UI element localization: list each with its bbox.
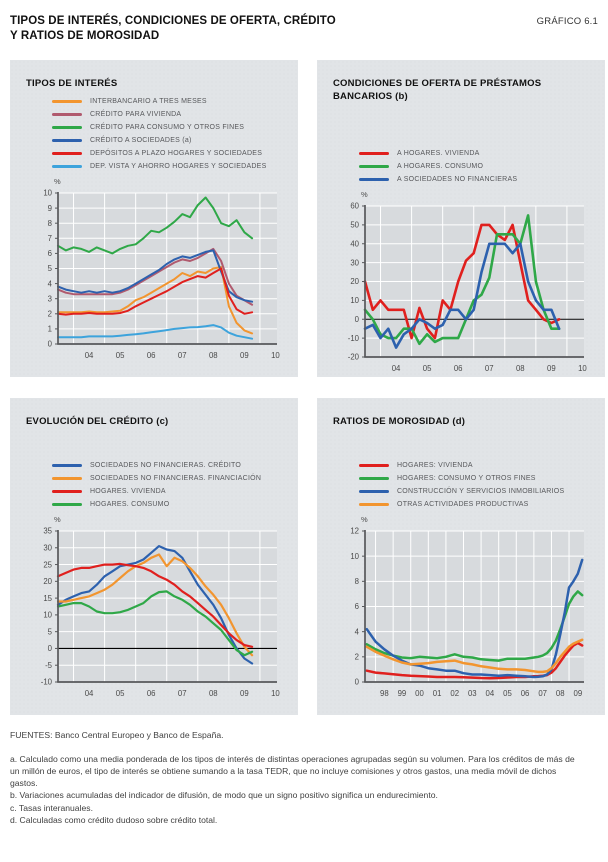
legend-item	[359, 498, 593, 511]
svg-text:1: 1	[47, 324, 52, 334]
footnotes	[10, 753, 598, 826]
svg-text:08: 08	[515, 363, 525, 373]
svg-text:09: 09	[240, 688, 249, 698]
legend-item	[359, 485, 593, 498]
legend-item	[52, 498, 286, 511]
svg-text:-10: -10	[40, 677, 52, 687]
legend-label: HOGARES. CONSUMO	[90, 500, 170, 508]
svg-text:-20: -20	[347, 352, 359, 362]
svg-text:8: 8	[354, 576, 359, 586]
legend-label: A HOGARES. VIVIENDA	[397, 149, 480, 157]
svg-text:-10: -10	[347, 333, 359, 343]
sources-text: FUENTES: Banco Central Europeo y Banco de España.	[10, 729, 224, 740]
svg-text:09: 09	[240, 350, 249, 360]
svg-text:05: 05	[115, 350, 125, 360]
legend-swatch	[359, 152, 389, 155]
svg-text:2: 2	[354, 652, 359, 662]
legend-label: SOCIEDADES NO FINANCIERAS. CRÉDITO	[90, 461, 242, 469]
legend	[359, 431, 593, 511]
y-axis-unit: %	[54, 176, 61, 186]
legend	[359, 106, 593, 186]
svg-text:10: 10	[43, 188, 52, 198]
svg-text:08: 08	[208, 350, 218, 360]
svg-text:40: 40	[350, 238, 359, 248]
figure-title-line1: TIPOS DE INTERÉS, CONDICIONES DE OFERTA, CRÉDITO	[10, 15, 336, 27]
legend-swatch	[52, 503, 82, 506]
svg-text:2: 2	[47, 309, 52, 319]
legend-item	[52, 147, 286, 160]
svg-text:30: 30	[43, 543, 52, 553]
legend-label: OTRAS ACTIVIDADES PRODUCTIVAS	[397, 500, 529, 508]
svg-text:5: 5	[47, 627, 52, 637]
svg-text:-5: -5	[45, 660, 52, 670]
svg-text:25: 25	[43, 559, 52, 569]
figure-title	[10, 14, 336, 44]
legend-label: INTERBANCARIO A TRES MESES	[90, 97, 207, 105]
svg-text:07: 07	[538, 688, 548, 698]
svg-text:04: 04	[84, 688, 94, 698]
svg-text:6: 6	[354, 601, 359, 611]
legend-swatch	[52, 165, 82, 168]
legend	[52, 431, 286, 511]
legend-swatch	[359, 490, 389, 493]
panel-tipos-de-interes	[10, 60, 298, 377]
svg-text:0: 0	[354, 314, 359, 324]
svg-text:3: 3	[47, 294, 52, 304]
y-axis-unit: %	[361, 514, 368, 524]
y-axis-unit: %	[361, 189, 368, 199]
legend-item	[52, 134, 286, 147]
legend-item	[52, 472, 286, 485]
svg-text:10: 10	[271, 350, 280, 360]
svg-text:01: 01	[432, 688, 442, 698]
svg-text:98: 98	[380, 688, 389, 698]
legend-item	[52, 459, 286, 472]
legend-swatch	[52, 139, 82, 142]
legend-swatch	[359, 503, 389, 506]
legend-item	[52, 108, 286, 121]
legend-label: CRÉDITO PARA CONSUMO Y OTROS FINES	[90, 123, 245, 131]
legend-label: HOGARES: CONSUMO Y OTROS FINES	[397, 474, 536, 482]
legend-label: CRÉDITO PARA VIVIENDA	[90, 110, 182, 118]
svg-text:07: 07	[484, 363, 494, 373]
legend-item	[359, 160, 593, 173]
legend-label: CONSTRUCCIÓN Y SERVICIOS INMOBILIARIOS	[397, 487, 565, 495]
chart-panels-grid	[10, 60, 598, 715]
svg-text:12: 12	[350, 526, 359, 536]
legend-swatch	[359, 165, 389, 168]
legend-label: HOGARES. VIVIENDA	[90, 487, 166, 495]
legend-swatch	[52, 152, 82, 155]
svg-text:04: 04	[84, 350, 94, 360]
svg-text:02: 02	[450, 688, 460, 698]
note-d: d. Calculadas como crédito dudoso sobre crédito total.	[10, 814, 218, 825]
svg-text:04: 04	[485, 688, 495, 698]
svg-text:10: 10	[43, 610, 52, 620]
legend-label: A SOCIEDADES NO FINANCIERAS	[397, 175, 518, 183]
line-chart	[24, 526, 282, 700]
svg-text:05: 05	[503, 688, 512, 698]
legend-label: SOCIEDADES NO FINANCIERAS. FINANCIACIÓN	[90, 474, 262, 482]
svg-text:04: 04	[391, 363, 401, 373]
legend-label: CRÉDITO A SOCIEDADES (a)	[90, 136, 192, 144]
svg-text:05: 05	[115, 688, 125, 698]
legend-swatch	[52, 477, 82, 480]
svg-text:9: 9	[47, 203, 52, 213]
legend-swatch	[52, 126, 82, 129]
panel-title: CONDICIONES DE OFERTA DE PRÉSTAMOS BANCARIOS (b)	[333, 77, 542, 102]
legend-item	[359, 173, 593, 186]
svg-text:8: 8	[47, 218, 52, 228]
figure-title-line2: Y RATIOS DE MOROSIDAD	[10, 29, 160, 42]
svg-text:20: 20	[350, 276, 359, 286]
figure-number: GRÁFICO 6.1	[536, 16, 598, 27]
panel-title: RATIOS DE MOROSIDAD (d)	[333, 415, 466, 427]
svg-text:35: 35	[43, 526, 52, 536]
legend	[52, 93, 286, 173]
legend-item	[52, 121, 286, 134]
svg-text:06: 06	[453, 363, 463, 373]
svg-text:00: 00	[415, 688, 424, 698]
svg-text:60: 60	[350, 201, 359, 211]
svg-text:06: 06	[146, 350, 156, 360]
svg-text:10: 10	[350, 295, 359, 305]
figure-footer	[10, 730, 598, 826]
svg-text:06: 06	[146, 688, 156, 698]
legend-swatch	[52, 464, 82, 467]
svg-text:6: 6	[47, 248, 52, 258]
panel-evolucion-del-credito	[10, 398, 298, 715]
panel-condiciones-de-oferta	[317, 60, 605, 377]
svg-text:07: 07	[177, 350, 187, 360]
svg-text:15: 15	[43, 593, 52, 603]
line-chart	[331, 201, 589, 375]
svg-text:05: 05	[422, 363, 432, 373]
legend-label: A HOGARES. CONSUMO	[397, 162, 484, 170]
svg-text:10: 10	[578, 363, 587, 373]
svg-text:08: 08	[555, 688, 565, 698]
svg-text:10: 10	[350, 551, 359, 561]
note-a: a. Calculado como una media ponderada de los tipos de interés de distintas operaciones agrupadas según su volumen. Para los créditos de más de un millón de euros, el tipo de interés se obtiene sumando a la tasa TEDR, que no incluye comisiones y otros gastos, una media móvil de dichos gastos.	[10, 753, 575, 789]
figure-header	[10, 14, 598, 44]
y-axis-unit: %	[54, 514, 61, 524]
panel-title: EVOLUCIÓN DEL CRÉDITO (c)	[26, 415, 169, 427]
legend-swatch	[359, 477, 389, 480]
svg-text:0: 0	[47, 643, 52, 653]
svg-text:50: 50	[350, 220, 359, 230]
svg-text:0: 0	[47, 339, 52, 349]
note-b: b. Variaciones acumuladas del indicador de difusión, de modo que un signo positivo significa un endurecimiento.	[10, 790, 438, 801]
svg-text:09: 09	[573, 688, 583, 698]
note-c: c. Tasas interanuales.	[10, 802, 93, 813]
legend-swatch	[52, 113, 82, 116]
legend-swatch	[359, 464, 389, 467]
legend-label: DEPÓSITOS A PLAZO HOGARES Y SOCIEDADES	[90, 149, 263, 157]
legend-label: DEP. VISTA Y AHORRO HOGARES Y SOCIEDADES	[90, 162, 267, 170]
line-chart	[331, 526, 589, 700]
svg-text:10: 10	[271, 688, 280, 698]
svg-text:20: 20	[43, 576, 52, 586]
line-chart	[24, 188, 282, 362]
svg-text:4: 4	[47, 278, 52, 288]
svg-text:07: 07	[177, 688, 187, 698]
panel-ratios-de-morosidad	[317, 398, 605, 715]
legend-item	[359, 472, 593, 485]
svg-text:0: 0	[354, 677, 359, 687]
svg-text:06: 06	[520, 688, 530, 698]
svg-text:09: 09	[547, 363, 556, 373]
svg-text:4: 4	[354, 627, 359, 637]
legend-item	[52, 485, 286, 498]
svg-text:03: 03	[467, 688, 477, 698]
svg-text:30: 30	[350, 257, 359, 267]
legend-item	[359, 147, 593, 160]
svg-text:7: 7	[47, 233, 52, 243]
svg-text:5: 5	[47, 263, 52, 273]
legend-item	[52, 95, 286, 108]
legend-swatch	[52, 100, 82, 103]
legend-label: HOGARES: VIVIENDA	[397, 461, 473, 469]
legend-item	[52, 160, 286, 173]
svg-text:99: 99	[397, 688, 407, 698]
panel-title: TIPOS DE INTERÉS	[26, 77, 118, 89]
legend-swatch	[359, 178, 389, 181]
legend-item	[359, 459, 593, 472]
svg-text:08: 08	[208, 688, 218, 698]
legend-swatch	[52, 490, 82, 493]
